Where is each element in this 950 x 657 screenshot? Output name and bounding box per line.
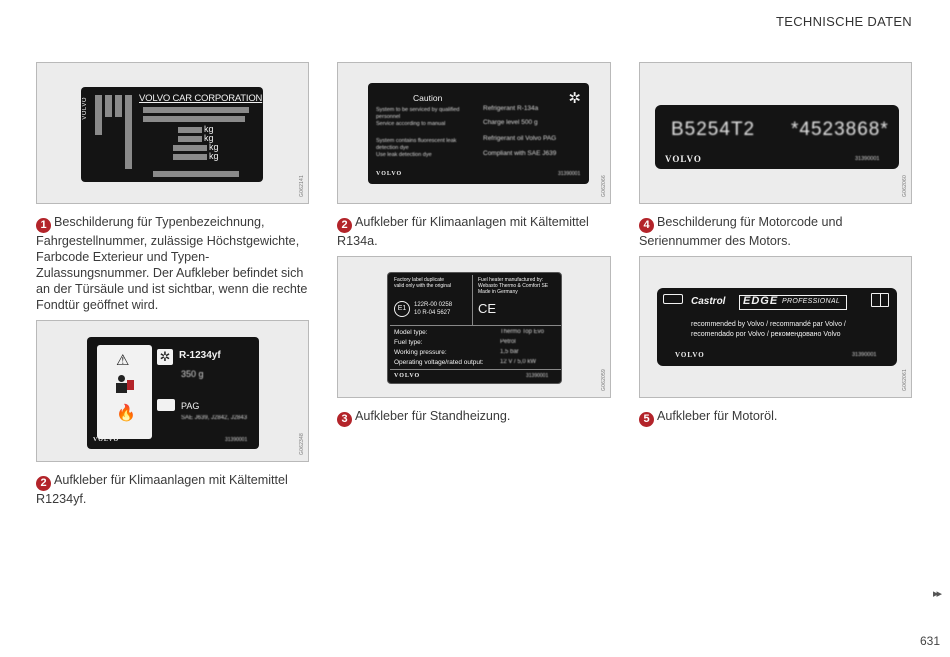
field-label: Model type: — [394, 329, 428, 336]
manufacturer-line: Fuel heater manufactured by: — [478, 277, 544, 283]
engine-serial: *4523868* — [791, 119, 889, 140]
e-mark-badge: E1 — [394, 301, 410, 317]
engine-oil-label — [657, 288, 897, 366]
ac-r134a-label — [368, 83, 589, 184]
professional-text: PROFESSIONAL — [782, 298, 841, 305]
caption-text: Aufkleber für Standheizung. — [355, 409, 511, 423]
vertical-bar — [105, 95, 112, 117]
number-badge: 5 — [639, 412, 654, 427]
volvo-logo: VOLVO — [93, 437, 120, 443]
part-number: 31390001 — [526, 373, 549, 379]
caution-line: Use leak detection dye — [376, 152, 432, 158]
blank-field — [143, 116, 245, 122]
caution-line: System to be serviced by qualified — [376, 107, 460, 113]
figure-ac-r1234yf — [36, 320, 309, 462]
spec-line: Refrigerant R-134a — [483, 105, 539, 112]
volvo-logo: VOLVO — [376, 171, 403, 177]
warning-panel — [97, 345, 152, 439]
heater-label — [387, 272, 562, 384]
figure-heater — [337, 256, 611, 398]
flame-icon: 🔥 — [116, 405, 136, 422]
number-badge: 1 — [36, 218, 51, 233]
number-badge: 2 — [36, 476, 51, 491]
figure-code: G062060 — [902, 175, 908, 197]
vertical-bar — [95, 95, 102, 135]
oil-can-icon — [663, 294, 683, 304]
volvo-logo: VOLVO — [665, 154, 702, 164]
unit-kg: kg — [209, 142, 219, 152]
unit-kg: kg — [204, 124, 214, 134]
figure-code: G062059 — [601, 369, 607, 391]
sae-text: SAE J639, J2842, J2843 — [181, 415, 248, 421]
snowflake-icon: ✲ — [157, 349, 173, 365]
caption-heater — [337, 408, 611, 427]
caption-ac-r1234yf — [36, 472, 308, 507]
number-badge: 4 — [639, 218, 654, 233]
caption-engine-oil — [639, 408, 912, 427]
caution-line: detection dye — [376, 145, 409, 151]
manufacturer-line: Webasto Thermo & Comfort SE — [478, 283, 549, 289]
label-title: VOLVO CAR CORPORATION — [139, 93, 263, 104]
blank-field — [173, 154, 207, 160]
edge-product: EDGE — [743, 295, 779, 307]
figure-code: G062061 — [902, 369, 908, 391]
figure-code: G062348 — [299, 433, 305, 455]
caption-text: Aufkleber für Klimaanlagen mit Kältemittel R1234yf. — [36, 473, 288, 506]
page-number: 631 — [919, 634, 940, 648]
caption-text: Aufkleber für Motoröl. — [657, 409, 778, 423]
next-page-arrows-icon[interactable]: ▸▸ — [932, 588, 940, 600]
refrigerant-name: R-1234yf — [179, 350, 221, 361]
caution-line: Service according to manual — [376, 121, 446, 127]
caption-engine-code — [639, 214, 912, 249]
field-label: Fuel type: — [394, 339, 423, 346]
snowflake-icon: ✲ — [568, 90, 581, 107]
ce-mark: CE — [478, 301, 497, 316]
number-badge: 3 — [337, 412, 352, 427]
spec-line: Refrigerant oil Volvo PAG — [483, 135, 557, 142]
part-number: 31390001 — [225, 437, 248, 443]
figure-type-plate — [36, 62, 309, 204]
oil-can-icon — [157, 399, 175, 411]
number-badge: 2 — [337, 218, 352, 233]
field-label: Operating voltage/rated output: — [394, 359, 484, 366]
part-number: 31390001 — [852, 352, 877, 358]
type-plate-label — [81, 87, 263, 182]
manufacturer-line: Made in Germany — [478, 289, 518, 295]
volvo-logo: VOLVO — [394, 373, 421, 379]
blank-field — [178, 136, 202, 142]
caption-text: Beschilderung für Motorcode und Seriennummer des Motors. — [639, 215, 843, 248]
caution-line: System contains fluorescent leak — [376, 138, 457, 144]
caption-type-plate — [36, 214, 308, 313]
field-value: Petrol — [500, 339, 516, 345]
field-value: Thermo Top Evo — [500, 329, 544, 335]
manual-reader-icon — [115, 375, 135, 393]
engine-code-label — [655, 105, 899, 169]
vertical-bar — [125, 95, 132, 169]
ac-r1234yf-label — [87, 337, 259, 449]
engine-code: B5254T2 — [671, 119, 756, 140]
section-header: TECHNISCHE DATEN — [775, 14, 912, 29]
unit-kg: kg — [204, 133, 214, 143]
field-value: 1,5 bar — [500, 349, 519, 355]
figure-code: G062066 — [601, 175, 607, 197]
blank-field — [143, 107, 249, 113]
spec-line: Compliant with SAE J639 — [483, 150, 557, 157]
caption-text: Beschilderung für Typenbezeichnung, Fahrgestellnummer, zulässige Höchstgewichte, Farbcode Exterieur und Typen-Zulassungsnummer. Der Aufkleber befindet sich an der Türsäule und ist sichtbar, wenn die rechte Fondtür geöffnet wird. — [36, 215, 308, 312]
volvo-logo: VOLVO — [675, 351, 705, 359]
part-number: 31390001 — [855, 156, 880, 162]
vertical-brand: VOLVO — [82, 97, 88, 120]
approval-number: 122R-00 0258 — [414, 302, 453, 308]
label-note: valid only with the original — [394, 283, 451, 289]
figure-ac-r134a — [337, 62, 611, 204]
recommendation-line: recommended by Volvo / recommandé par Volvo / — [691, 321, 846, 328]
caution-heading: Caution — [413, 93, 443, 103]
caution-line: personnel — [376, 114, 401, 120]
blank-field — [153, 171, 239, 177]
figure-engine-oil — [639, 256, 912, 398]
field-label: Working pressure: — [394, 349, 447, 356]
castrol-logo: Castrol — [691, 296, 726, 307]
oil-type: PAG — [181, 401, 200, 411]
label-note: Factory label duplicate — [394, 277, 445, 283]
caption-ac-r134a — [337, 214, 611, 249]
spec-line: Charge level 500 g — [483, 119, 538, 126]
warning-triangle-icon: ⚠ — [116, 352, 130, 369]
recommendation-line: recomendado por Volvo / рекомендовано Volvo — [691, 331, 841, 338]
manual-book-icon — [871, 293, 889, 307]
caption-text: Aufkleber für Klimaanlagen mit Kältemittel R134a. — [337, 215, 589, 248]
refrigerant-amount: 350 g — [181, 369, 204, 379]
approval-number: 10 R-04 5627 — [414, 310, 451, 316]
figure-engine-code — [639, 62, 912, 204]
part-number: 31390001 — [558, 171, 581, 177]
blank-field — [178, 127, 202, 133]
unit-kg: kg — [209, 151, 219, 161]
vertical-bar — [115, 95, 122, 117]
figure-code: G062141 — [299, 175, 305, 197]
blank-field — [173, 145, 207, 151]
field-value: 12 V / 5,0 kW — [500, 359, 537, 365]
